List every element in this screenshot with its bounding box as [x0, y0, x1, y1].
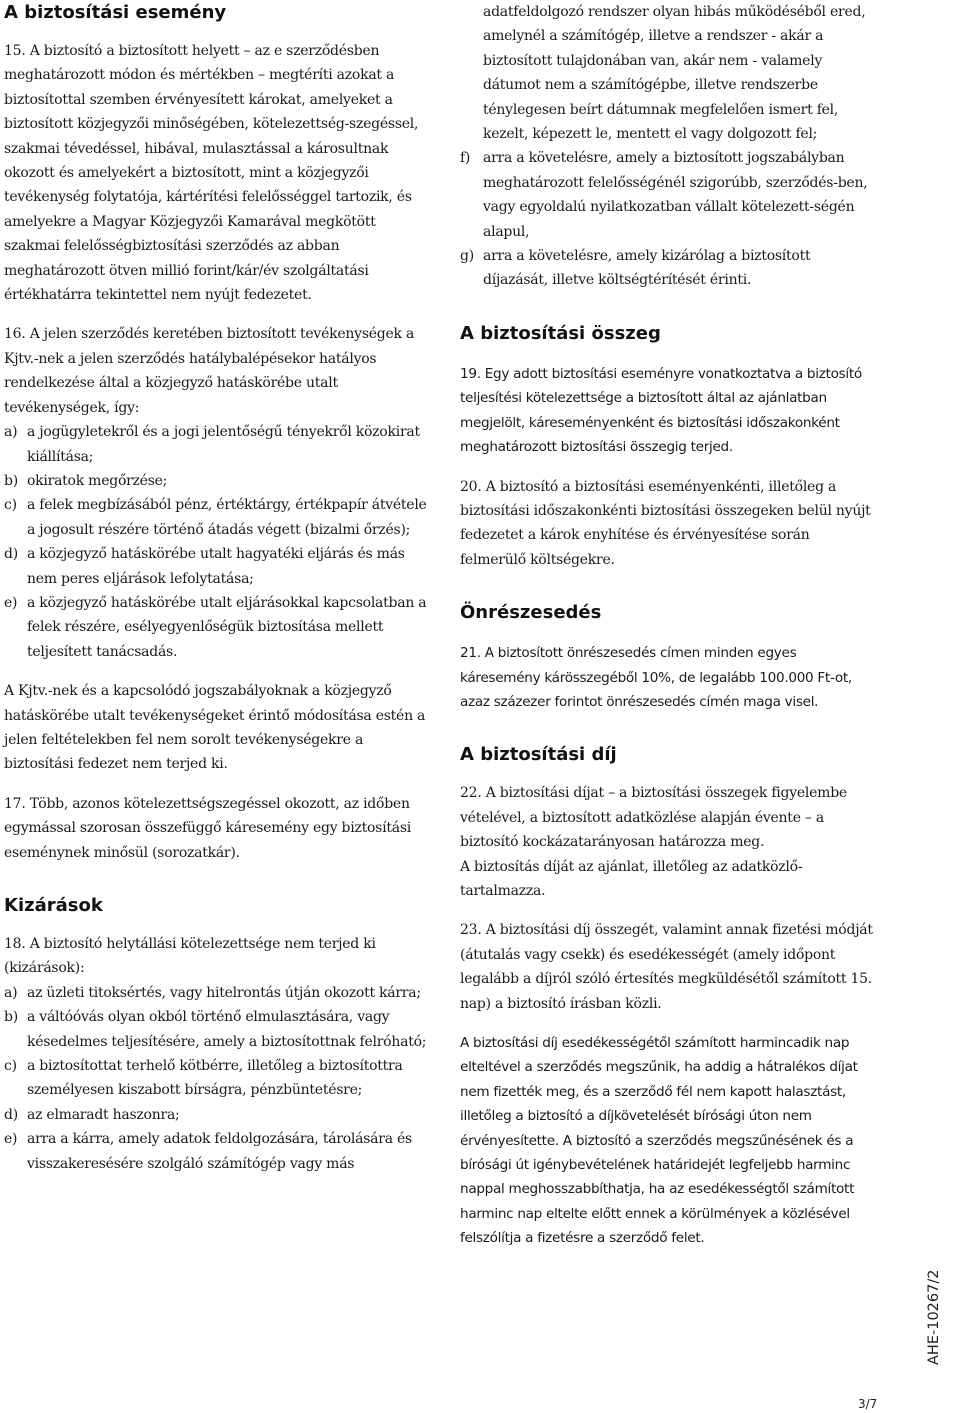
section-heading-exclusions: Kizárások	[4, 895, 103, 916]
exclusion-e-continuation: adatfeldolgozó rendszer olyan hibás működéséből ered, amelynél a számítógép, illetve a rendszer - akár a biztosított tulajdonában van, akár nem - valamely dátumot nem a számítógépbe, illetve rendszerbe ténylegesen beírt dátumnak megfelelően ismert fel, kezelt, képezett le, mentett el vagy dolgozott fel;	[483, 4, 866, 143]
section-heading-deductible: Önrészesedés	[460, 602, 602, 624]
clause-20: 20. A biztosító a biztosítási eseményenkénti, illetőleg a biztosítási időszakonkénti biztosítási összegeken belül nyújt fedezetet a károk enyhítése és érvényesítése során felmerülő költségekre.	[460, 478, 871, 568]
clause-21: 21. A biztosított önrészesedés címen minden egyes káresemény kárösszegéből 10%, de legalább 100.000 Ft-ot, azaz százezer forintot önrészesedés címén maga visel.	[460, 645, 852, 710]
list-item: c) a felek megbízásából pénz, értéktárgy, értékpapír átvétele a jogosult részére történő átadás végett (bizalmi őrzés);	[4, 497, 427, 538]
activities-list	[4, 420, 432, 664]
list-item: e) arra a kárra, amely adatok feldolgozására, tárolására és visszakeresésére szolgáló számítógép vagy más	[4, 1131, 412, 1172]
clause-16: 16. A jelen szerződés keretében biztosított tevékenységek a Kjtv.-nek a jelen szerződés hatálybalépésekor hatályos rendelkezése által a közjegyző hatáskörébe utalt tevékenységek, így:	[4, 326, 415, 416]
list-item: a) a jogügyletekről és a jogi jelentőségű tényekről közokirat kiállítása;	[4, 424, 420, 465]
list-item: g) arra a követelésre, amely kizárólag a biztosított díjazását, illetve költségtérítését érinti.	[460, 248, 811, 289]
clause-17: 17. Több, azonos kötelezettségszegéssel okozott, az időben egymással szorosan összefüggő káresemény egy biztosítási eseménynek minősül (sorozatkár).	[4, 795, 411, 861]
list-item: f) arra a követelésre, amely a biztosított jogszabályban meghatározott felelősségénél szigorúbb, szerződés-ben, vagy egyoldalú nyilatkozatban vállalt kötelezett-ségén alapul,	[460, 150, 868, 240]
document-code: AHE-10267/2	[926, 1269, 942, 1365]
clause-18: 18. A biztosító helytállási kötelezettsége nem terjed ki (kizárások):	[4, 936, 376, 977]
list-item: c) a biztosítottat terhelő kötbérre, illetőleg a biztosítottra személyesen kiszabott bírságra, pénzbüntetésre;	[4, 1058, 403, 1099]
clause-15: 15. A biztosító a biztosított helyett – az e szerződésben meghatározott módon és mértékben – megtéríti azokat a biztosítottal szemben érvényesített károkat, amelyeket a biztosított közjegyzői minőségében, kötelezettség-szegéssel, szakmai tévedéssel, hibával, mulasztással a károsultnak okozott és amelyekért a biztosított, mint a közjegyzői tevékenység folytatója, kártérítési felelősséggel tartozik, és amelyekre a Magyar Közjegyzői Kamarával megkötött szakmai felelősségbiztosítási szerződés az abban meghatározott ötven millió forint/kár/év szolgáltatási értékhatárra tekintettel nem nyújt fedezetet.	[4, 43, 419, 304]
section-heading-premium: A biztosítási díj	[460, 744, 617, 766]
section-heading-sum-insured: A biztosítási összeg	[460, 322, 661, 344]
clause-22: 22. A biztosítási díjat – a biztosítási összegek figyelembe vételével, a biztosított adatközlése alapján évente – a biztosító kockázatarányosan határozza meg.	[460, 785, 847, 851]
clause-22-data: A biztosítás díját az ajánlat, illetőleg az adatközlő-tartalmazza.	[460, 858, 803, 899]
section-heading-insurance-event: A biztosítási esemény	[4, 2, 227, 23]
list-item: b) okiratok megőrzése;	[4, 472, 168, 489]
list-item: e) a közjegyző hatáskörébe utalt eljárásokkal kapcsolatban a felek részére, esélyegyenlőségük biztosítása mellett teljesített tanácsadás.	[4, 594, 427, 660]
list-item: b) a váltóóvás olyan okból történő elmulasztására, vagy késedelmes teljesítésére, amely a biztosítottnak felróható;	[4, 1009, 427, 1050]
list-item: d) a közjegyző hatáskörébe utalt hagyatéki eljárás és más nem peres eljárások lefolytatása;	[4, 546, 405, 587]
right-column	[460, 0, 878, 1251]
premium-default-terms: A biztosítási díj esedékességétől számított harmincadik nap elteltével a szerződés megszűnik, ha addig a hátralékos díjat nem fizették meg, és a szerződő fél nem kapott halasztást, illetőleg a biztosító a díjkövetelését bírósági úton nem érvényesítette. A biztosító a szerződés megszűnésének és a bírósági út igénybevételének határidejét legfeljebb harminc nappal meghosszabbíthatja, ha az esedékességtől számított harminc nap eltelte előtt ennek a körülmények a közlésével felszólítja a fizetésre a szerződő felet.	[460, 1035, 858, 1247]
clause-16-amendment: A Kjtv.-nek és a kapcsolódó jogszabályoknak a közjegyző hatáskörébe utalt tevékenységeket érintő módosítása estén a jelen feltételekben fel nem sorolt tevékenységekre a biztosítási fedezet nem terjed ki.	[4, 683, 426, 773]
left-column	[4, 0, 432, 1176]
clause-19: 19. Egy adott biztosítási eseményre vonatkoztatva a biztosító teljesítési kötelezettsége a biztosított által az ajánlatban megjelölt, káreseményenként és biztosítási időszakonként meghatározott biztosítási összegig terjed.	[460, 365, 862, 456]
list-item: a) az üzleti titoksértés, vagy hitelrontás útján okozott kárra;	[4, 984, 421, 1001]
exclusions-list-continued	[460, 146, 878, 292]
list-item: d) az elmaradt haszonra;	[4, 1106, 180, 1123]
page-number: 3/7	[858, 1397, 878, 1411]
exclusions-list	[4, 981, 432, 1176]
clause-23: 23. A biztosítási díj összegét, valamint annak fizetési módját (átutalás vagy csekk) és esedékességét (amely időpont legalább a díjról szóló értesítés megküldésétől számított 15. nap) a biztosító írásban közli.	[460, 922, 873, 1012]
